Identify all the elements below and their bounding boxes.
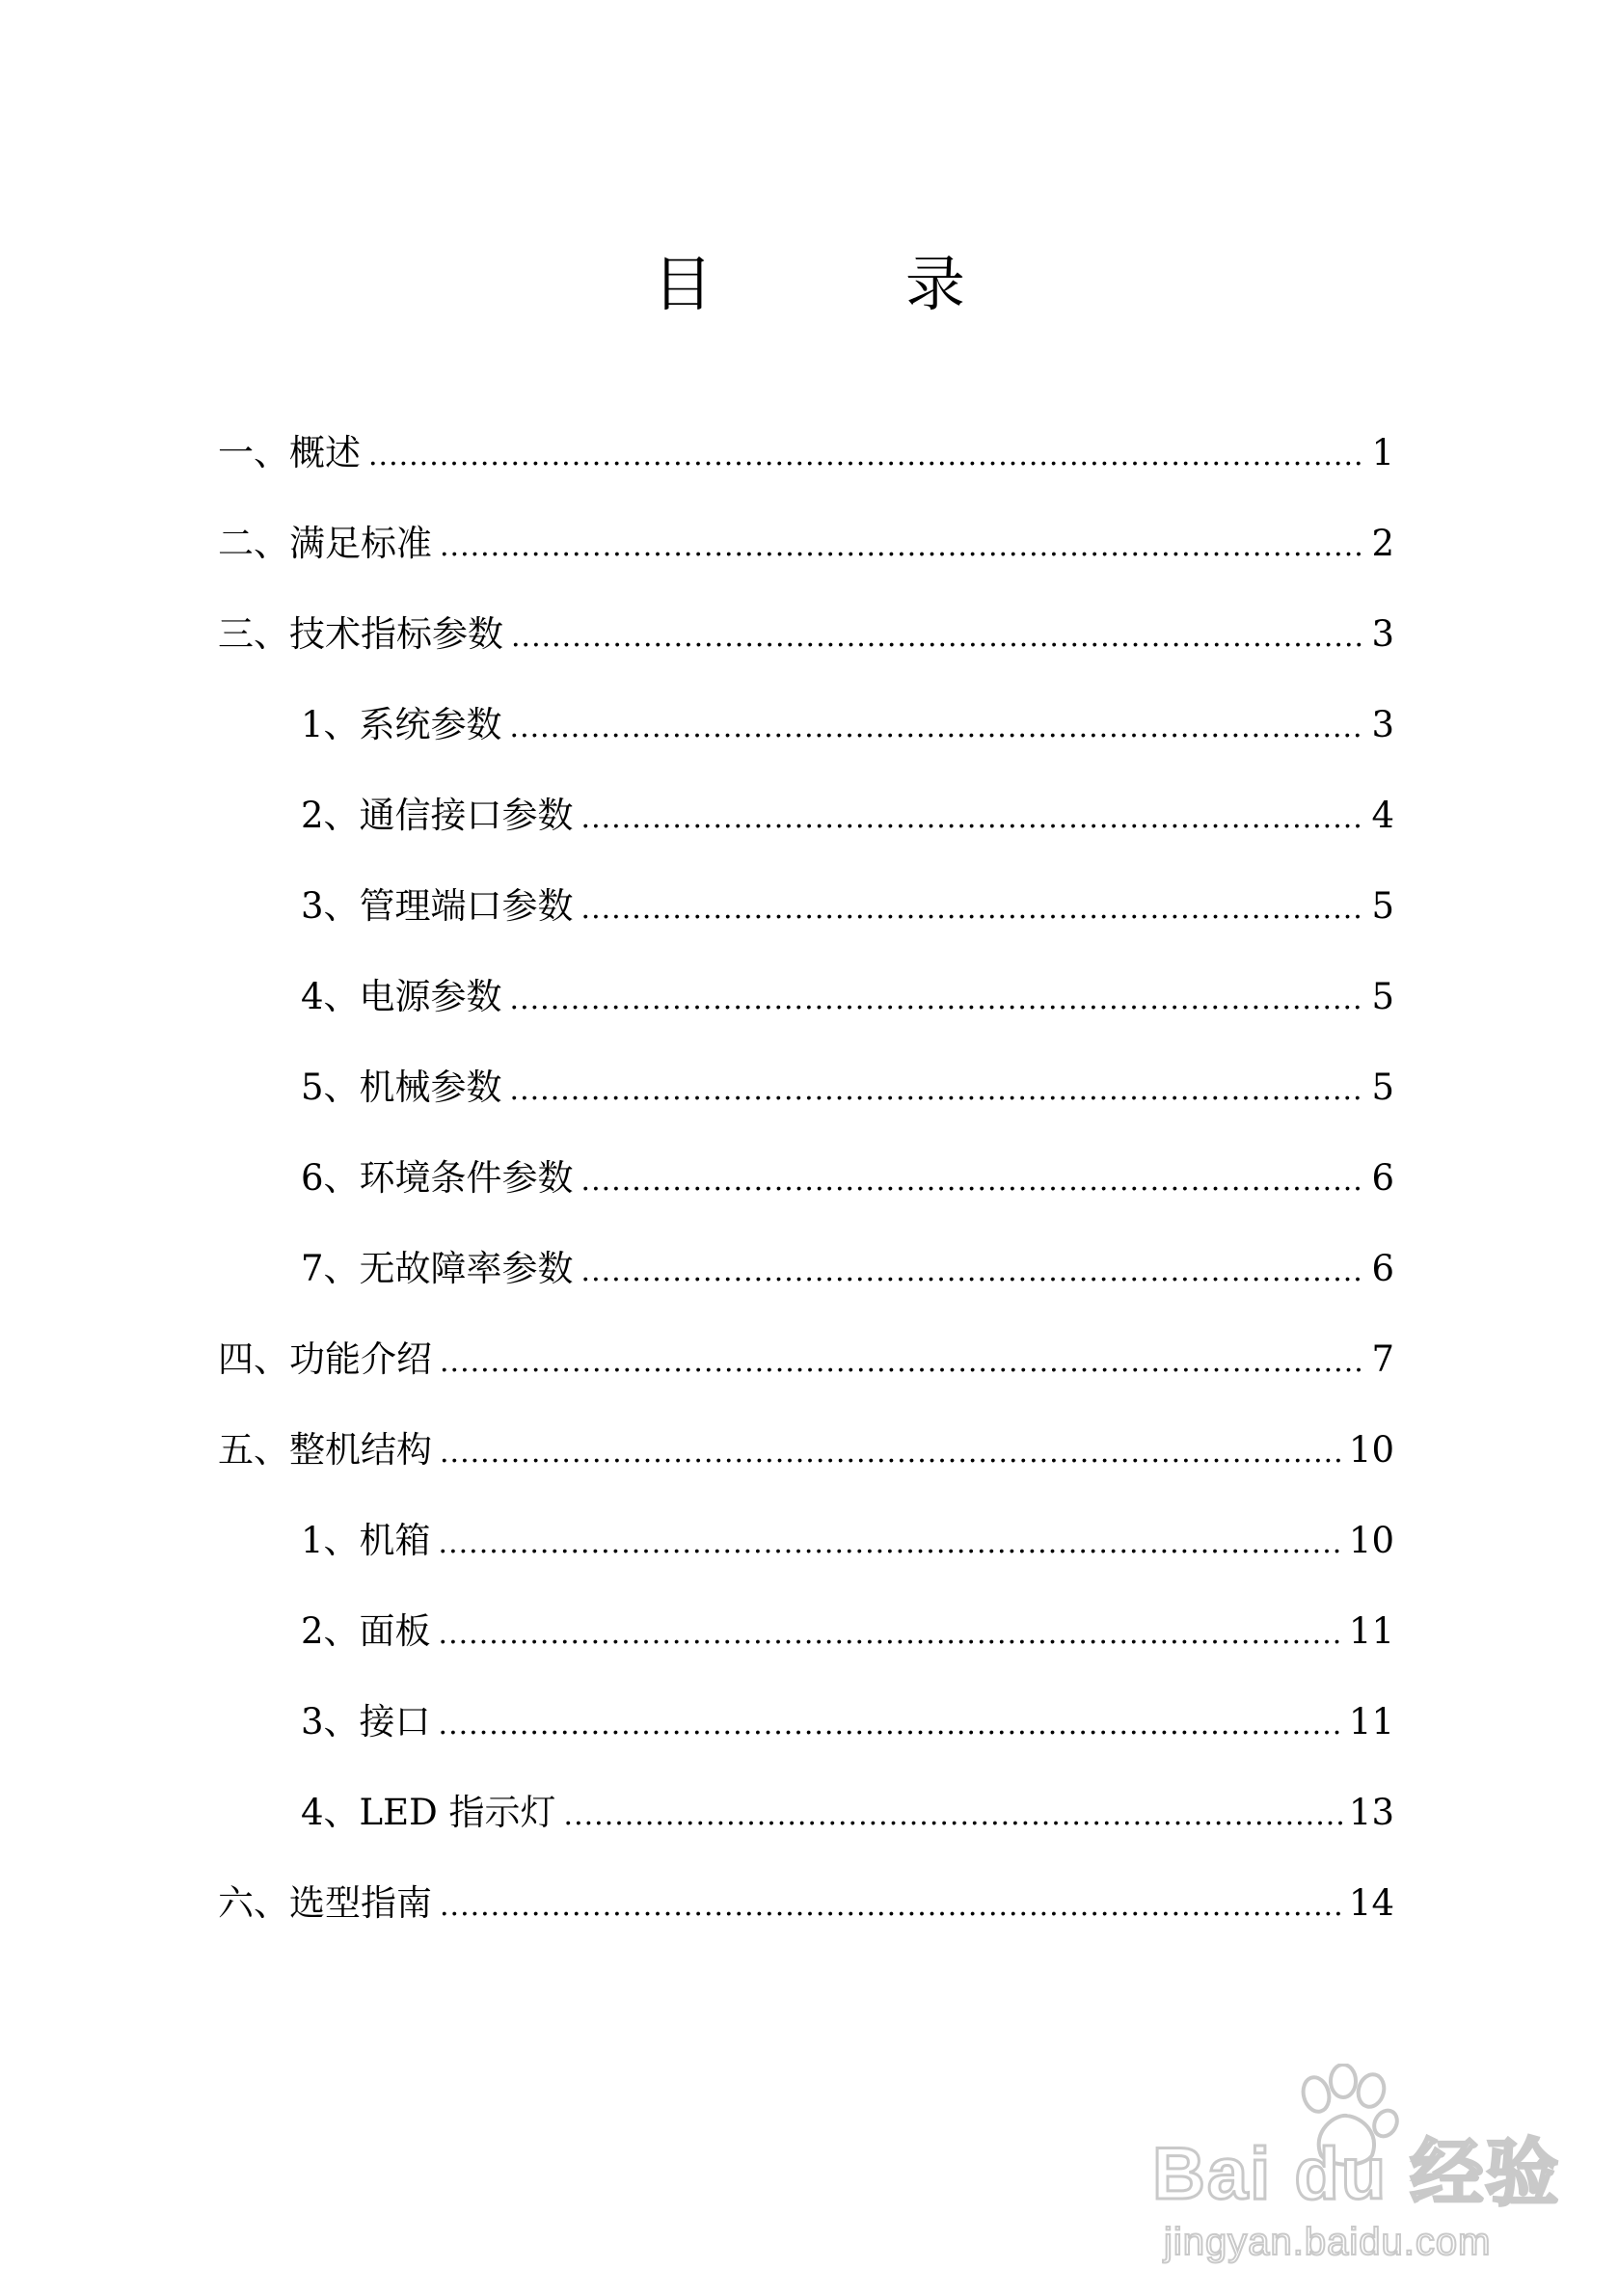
toc-entry[interactable]	[218, 1331, 1394, 1421]
toc-entry-label: 7、无故障率参数	[301, 1248, 574, 1289]
toc-entry-label: 2、通信接口参数	[301, 795, 574, 836]
toc-page-number: 5	[1371, 1067, 1394, 1108]
toc-leader	[564, 1787, 1343, 1845]
toc-leader	[368, 427, 1365, 485]
toc-leader	[581, 880, 1366, 938]
toc-entry-label: 6、环境条件参数	[301, 1157, 574, 1199]
toc-leader	[440, 1424, 1343, 1482]
toc-page-number: 7	[1371, 1338, 1394, 1380]
toc-page-number: 2	[1371, 523, 1394, 564]
toc-leader	[511, 608, 1365, 666]
toc-subentry[interactable]	[218, 968, 1394, 1059]
toc-entry[interactable]	[218, 515, 1394, 606]
toc-page-number: 13	[1348, 1792, 1394, 1833]
toc-subentry[interactable]	[218, 1512, 1394, 1603]
toc-entry-label: 五、整机结构	[218, 1429, 432, 1471]
toc-leader	[510, 971, 1366, 1029]
toc-entry-label: 4、LED 指示灯	[301, 1792, 556, 1833]
toc-leader	[510, 699, 1366, 757]
toc-entry-label: 二、满足标准	[218, 523, 432, 564]
toc-subentry[interactable]	[218, 878, 1394, 968]
toc-page-number: 5	[1371, 976, 1394, 1017]
toc-entry-label: 1、机箱	[301, 1520, 431, 1561]
toc-subentry[interactable]	[218, 787, 1394, 878]
toc-leader	[440, 518, 1365, 576]
toc-leader	[581, 790, 1366, 848]
toc-entry-label: 5、机械参数	[301, 1067, 502, 1108]
toc-leader	[440, 1334, 1365, 1391]
toc-leader	[581, 1152, 1366, 1210]
toc-subentry[interactable]	[218, 1240, 1394, 1331]
toc-leader	[439, 1606, 1343, 1663]
watermark-site: jingyan.baidu.com	[1164, 2221, 1492, 2263]
toc-entry[interactable]	[218, 424, 1394, 515]
toc-entry-label: 1、系统参数	[301, 704, 502, 745]
toc-entry-label: 六、选型指南	[218, 1882, 432, 1924]
toc-entry-label: 3、管理端口参数	[301, 885, 574, 927]
toc-entry-label: 三、技术指标参数	[218, 613, 503, 655]
toc-entry-label: 四、功能介绍	[218, 1338, 432, 1380]
toc-page-number: 4	[1371, 795, 1394, 836]
toc-subentry[interactable]	[218, 696, 1394, 787]
toc-page-number: 11	[1348, 1701, 1394, 1742]
toc-page-number: 6	[1371, 1157, 1394, 1199]
toc-page-number: 10	[1348, 1429, 1394, 1471]
toc-page-number: 6	[1371, 1248, 1394, 1289]
toc-page-number: 10	[1348, 1520, 1394, 1561]
toc-subentry[interactable]	[218, 1059, 1394, 1149]
toc-entry[interactable]	[218, 1875, 1394, 1965]
toc-title: 目 录	[653, 249, 1052, 319]
toc-page-number: 3	[1371, 704, 1394, 745]
toc-entry-label: 4、电源参数	[301, 976, 502, 1017]
toc-subentry[interactable]	[218, 1693, 1394, 1784]
watermark-brand: Bai du 经验	[1152, 2133, 1561, 2215]
toc-leader	[440, 1877, 1343, 1935]
toc-page-number: 14	[1348, 1882, 1394, 1924]
toc-page-number: 3	[1371, 613, 1394, 655]
toc-subentry[interactable]	[218, 1784, 1394, 1875]
toc-leader	[439, 1696, 1343, 1754]
toc-page-number: 11	[1348, 1610, 1394, 1652]
toc-entry[interactable]	[218, 1421, 1394, 1512]
baidu-jingyan-watermark	[1152, 2064, 1567, 2263]
toc-subentry[interactable]	[218, 1149, 1394, 1240]
toc-page-number: 1	[1371, 432, 1394, 473]
toc-list	[218, 424, 1394, 1965]
toc-entry-label: 一、概述	[218, 432, 361, 473]
toc-entry-label: 2、面板	[301, 1610, 431, 1652]
toc-subentry[interactable]	[218, 1603, 1394, 1693]
toc-leader	[439, 1515, 1343, 1573]
toc-leader	[581, 1243, 1366, 1301]
toc-leader	[510, 1062, 1366, 1120]
toc-page-number: 5	[1371, 885, 1394, 927]
toc-entry[interactable]	[218, 606, 1394, 696]
toc-entry-label: 3、接口	[301, 1701, 431, 1742]
